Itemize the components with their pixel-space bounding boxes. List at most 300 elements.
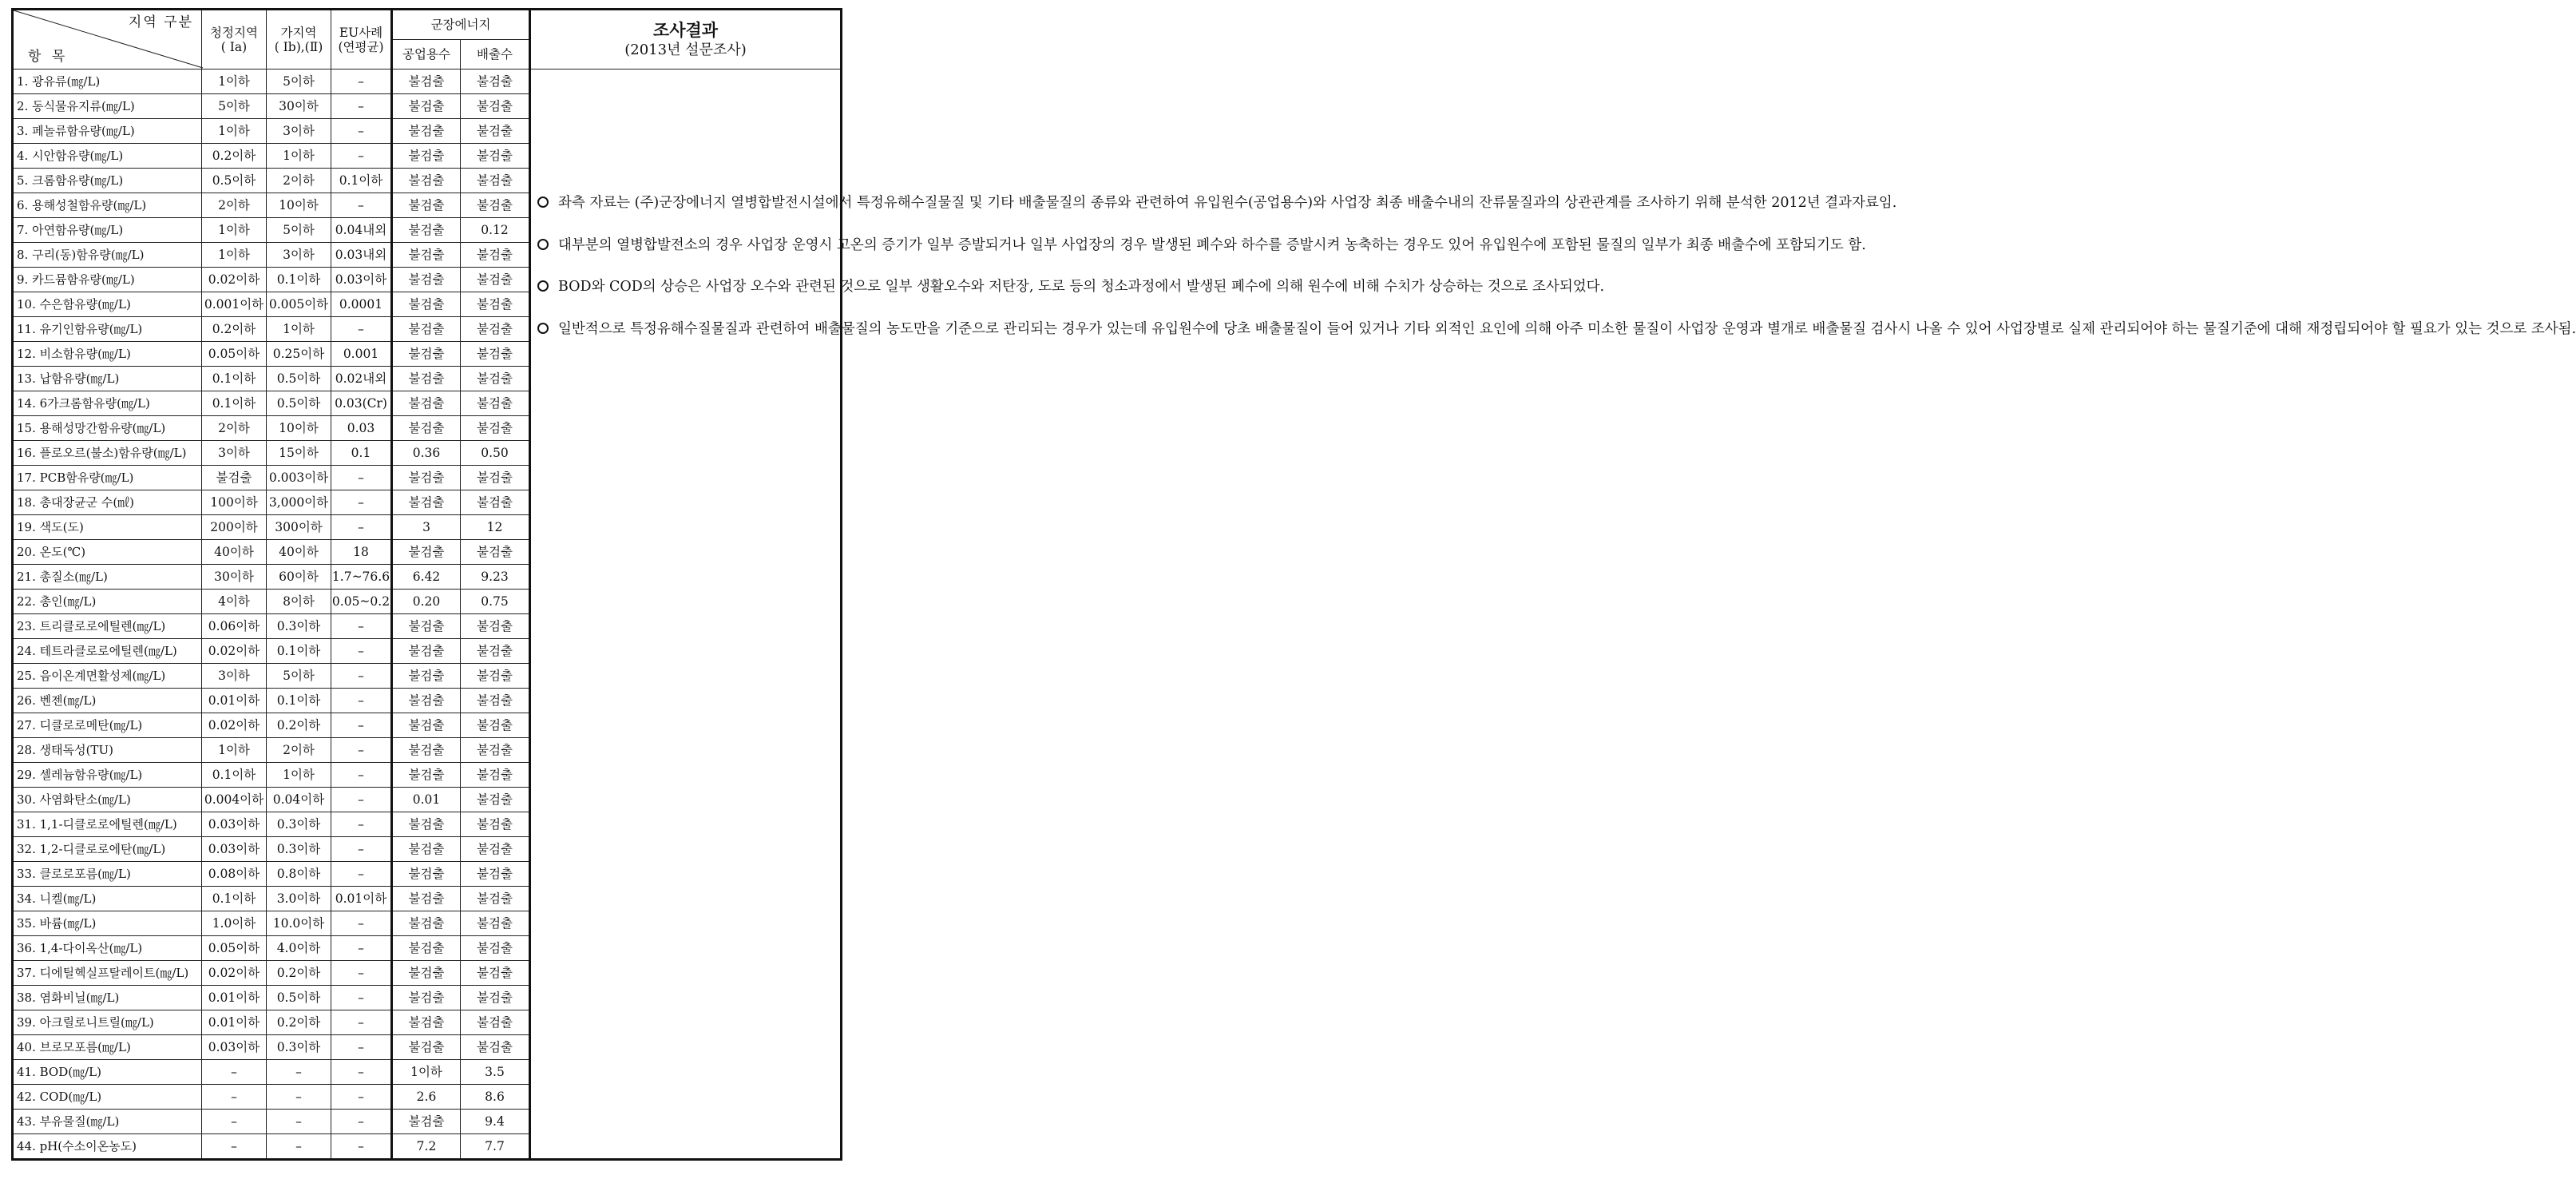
industrial-water-cell: 불검출 (392, 540, 461, 565)
industrial-water-cell: 불검출 (392, 94, 461, 119)
clean-region-cell: – (202, 1134, 267, 1160)
ga-region-cell: 0.25이하 (267, 342, 331, 367)
industrial-water-cell: 0.01 (392, 788, 461, 812)
ga-region-cell: – (267, 1060, 331, 1085)
discharge-water-cell: 불검출 (461, 763, 530, 788)
discharge-water-cell: 불검출 (461, 144, 530, 169)
item-name-cell: 34. 니켈(㎎/L) (13, 887, 202, 911)
header-eu-sub: (연평균) (338, 39, 384, 54)
clean-region-cell: 0.5이하 (202, 169, 267, 193)
ga-region-cell: 8이하 (267, 590, 331, 614)
eu-case-cell: 0.001 (331, 342, 392, 367)
result-bullet (537, 232, 1866, 260)
discharge-water-cell: 불검출 (461, 961, 530, 986)
discharge-water-cell: 불검출 (461, 689, 530, 713)
clean-region-cell: 1.0이하 (202, 911, 267, 936)
eu-case-cell: 18 (331, 540, 392, 565)
hollow-circle-bullet-icon (537, 323, 549, 334)
eu-case-cell: – (331, 664, 392, 689)
header-row-1 (13, 10, 842, 40)
item-name-cell: 29. 셀레늄함유량(㎎/L) (13, 763, 202, 788)
clean-region-cell: 0.02이하 (202, 713, 267, 738)
ga-region-cell: 40이하 (267, 540, 331, 565)
ga-region-cell: 10이하 (267, 193, 331, 218)
industrial-water-cell: 불검출 (392, 614, 461, 639)
ga-region-cell: 0.3이하 (267, 812, 331, 837)
item-name-cell: 19. 색도(도) (13, 515, 202, 540)
clean-region-cell: 0.2이하 (202, 144, 267, 169)
industrial-water-cell: 불검출 (392, 193, 461, 218)
discharge-water-cell: 9.23 (461, 565, 530, 590)
item-name-cell: 15. 용해성망간함유량(㎎/L) (13, 416, 202, 441)
document-page (11, 8, 2576, 1181)
industrial-water-cell: 불검출 (392, 639, 461, 664)
result-bullet-text: 대부분의 열병합발전소의 경우 사업장 운영시 고온의 증기가 일부 증발되거나 일부 사업장의 경우 발생된 폐수와 하수를 증발시켜 농축하는 경우도 있어 유입원수에 포함된 물질의 일부가 최종 배출수에 포함되기도 함. (558, 236, 1866, 253)
result-bullet-text: BOD와 COD의 상승은 사업장 오수와 관련된 것으로 일부 생활오수와 저탄장, 도로 등의 청소과정에서 발생된 폐수에 의해 원수에 비해 수치가 상승하는 것으로 조사되었다. (558, 279, 1605, 295)
discharge-water-cell: 불검출 (461, 243, 530, 268)
industrial-water-cell: 불검출 (392, 169, 461, 193)
ga-region-cell: 0.005이하 (267, 292, 331, 317)
ga-region-cell: 15이하 (267, 441, 331, 466)
industrial-water-cell: 불검출 (392, 763, 461, 788)
industrial-water-cell: 불검출 (392, 887, 461, 911)
eu-case-cell: – (331, 1010, 392, 1035)
item-name-cell: 32. 1,2-디클로로에탄(㎎/L) (13, 837, 202, 862)
clean-region-cell: 0.01이하 (202, 689, 267, 713)
discharge-water-cell: 불검출 (461, 342, 530, 367)
industrial-water-cell: 불검출 (392, 812, 461, 837)
ga-region-cell: – (267, 1110, 331, 1134)
discharge-water-cell: 0.50 (461, 441, 530, 466)
item-name-cell: 24. 테트라클로로에틸렌(㎎/L) (13, 639, 202, 664)
discharge-water-cell: 불검출 (461, 837, 530, 862)
eu-case-cell: – (331, 639, 392, 664)
eu-case-cell: – (331, 94, 392, 119)
item-name-cell: 9. 카드뮴함유량(㎎/L) (13, 268, 202, 292)
eu-case-cell: 0.1이하 (331, 169, 392, 193)
discharge-water-cell: 불검출 (461, 317, 530, 342)
ga-region-cell: 5이하 (267, 69, 331, 94)
eu-case-cell: – (331, 119, 392, 144)
water-quality-table (11, 8, 2576, 1161)
eu-case-cell: – (331, 788, 392, 812)
item-name-cell: 16. 플로오르(불소)함유량(㎎/L) (13, 441, 202, 466)
ga-region-cell: – (267, 1134, 331, 1160)
industrial-water-cell: 0.36 (392, 441, 461, 466)
industrial-water-cell: 불검출 (392, 1010, 461, 1035)
clean-region-cell: 0.05이하 (202, 342, 267, 367)
industrial-water-cell: 불검출 (392, 490, 461, 515)
discharge-water-cell: 불검출 (461, 713, 530, 738)
industrial-water-cell: 불검출 (392, 837, 461, 862)
eu-case-cell: 0.01이하 (331, 887, 392, 911)
eu-case-cell: – (331, 1035, 392, 1060)
item-name-cell: 31. 1,1-디클로로에틸렌(㎎/L) (13, 812, 202, 837)
discharge-water-cell: 불검출 (461, 193, 530, 218)
industrial-water-cell: 불검출 (392, 664, 461, 689)
industrial-water-cell: 불검출 (392, 961, 461, 986)
clean-region-cell: 200이하 (202, 515, 267, 540)
ga-region-cell: 4.0이하 (267, 936, 331, 961)
clean-region-cell: 0.02이하 (202, 268, 267, 292)
clean-region-cell: 4이하 (202, 590, 267, 614)
eu-case-cell: 0.03 (331, 416, 392, 441)
discharge-water-cell: 불검출 (461, 1035, 530, 1060)
eu-case-cell: 0.03(Cr) (331, 391, 392, 416)
industrial-water-cell: 불검출 (392, 218, 461, 243)
industrial-water-cell: 불검출 (392, 986, 461, 1010)
item-name-cell: 33. 클로로포름(㎎/L) (13, 862, 202, 887)
diagonal-header-cell (13, 10, 202, 69)
header-ga-sub: ( Ⅰb),(Ⅱ) (274, 39, 323, 54)
clean-region-cell: 3이하 (202, 441, 267, 466)
hollow-circle-bullet-icon (537, 197, 549, 208)
eu-case-cell: 1.7~76.6 (331, 565, 392, 590)
item-name-cell: 13. 납함유량(㎎/L) (13, 367, 202, 391)
eu-case-cell: – (331, 466, 392, 490)
result-bullet-text: 좌측 자료는 (주)군장에너지 열병합발전시설에서 특정유해수질물질 및 기타 배출물질의 종류와 관련하여 유입원수(공업용수)와 사업장 최종 배출수내의 잔류물질과의 상관관계를 조사하기 위해 분석한 2012년 결과자료임. (558, 195, 1897, 211)
eu-case-cell: – (331, 689, 392, 713)
ga-region-cell: 5이하 (267, 218, 331, 243)
ga-region-cell: 0.2이하 (267, 961, 331, 986)
eu-case-cell: 0.1 (331, 441, 392, 466)
item-name-cell: 37. 디에틸헥실프탈레이트(㎎/L) (13, 961, 202, 986)
clean-region-cell: 2이하 (202, 193, 267, 218)
industrial-water-cell: 불검출 (392, 119, 461, 144)
ga-region-cell: 0.5이하 (267, 367, 331, 391)
discharge-water-cell: 불검출 (461, 1010, 530, 1035)
eu-case-cell: – (331, 490, 392, 515)
item-name-cell: 43. 부유물질(㎎/L) (13, 1110, 202, 1134)
clean-region-cell: 0.004이하 (202, 788, 267, 812)
header-discharge: 배출수 (461, 40, 530, 69)
eu-case-cell: – (331, 144, 392, 169)
item-name-cell: 4. 시안함유량(㎎/L) (13, 144, 202, 169)
item-name-cell: 23. 트리클로로에틸렌(㎎/L) (13, 614, 202, 639)
discharge-water-cell: 불검출 (461, 490, 530, 515)
industrial-water-cell: 불검출 (392, 292, 461, 317)
result-bullet (537, 273, 1605, 301)
item-name-cell: 21. 총질소(㎎/L) (13, 565, 202, 590)
discharge-water-cell: 불검출 (461, 69, 530, 94)
ga-region-cell: 0.5이하 (267, 986, 331, 1010)
item-name-cell: 28. 생태독성(TU) (13, 738, 202, 763)
header-clean (202, 10, 267, 69)
discharge-water-cell: 9.4 (461, 1110, 530, 1134)
ga-region-cell: 0.2이하 (267, 713, 331, 738)
item-name-cell: 1. 광유류(㎎/L) (13, 69, 202, 94)
eu-case-cell: – (331, 936, 392, 961)
discharge-water-cell: 불검출 (461, 887, 530, 911)
eu-case-cell: 0.0001 (331, 292, 392, 317)
clean-region-cell: 30이하 (202, 565, 267, 590)
discharge-water-cell: 불검출 (461, 367, 530, 391)
industrial-water-cell: 불검출 (392, 936, 461, 961)
hollow-circle-bullet-icon (537, 239, 549, 250)
discharge-water-cell: 8.6 (461, 1085, 530, 1110)
ga-region-cell: 0.8이하 (267, 862, 331, 887)
ga-region-cell: 3이하 (267, 119, 331, 144)
eu-case-cell: – (331, 1110, 392, 1134)
region-label: 지역 구분 (128, 14, 193, 30)
discharge-water-cell: 불검출 (461, 738, 530, 763)
discharge-water-cell: 불검출 (461, 540, 530, 565)
industrial-water-cell: 불검출 (392, 911, 461, 936)
discharge-water-cell: 불검출 (461, 936, 530, 961)
eu-case-cell: – (331, 837, 392, 862)
item-label: 항 목 (28, 49, 69, 65)
item-name-cell: 20. 온도(℃) (13, 540, 202, 565)
eu-case-cell: – (331, 1134, 392, 1160)
header-eu (331, 10, 392, 69)
ga-region-cell: 0.3이하 (267, 1035, 331, 1060)
ga-region-cell: 0.003이하 (267, 466, 331, 490)
ga-region-cell: 300이하 (267, 515, 331, 540)
ga-region-cell: 0.5이하 (267, 391, 331, 416)
ga-region-cell: 0.1이하 (267, 689, 331, 713)
industrial-water-cell: 불검출 (392, 317, 461, 342)
discharge-water-cell: 7.7 (461, 1134, 530, 1160)
eu-case-cell: – (331, 515, 392, 540)
discharge-water-cell: 12 (461, 515, 530, 540)
discharge-water-cell: 불검출 (461, 119, 530, 144)
hollow-circle-bullet-icon (537, 280, 549, 292)
industrial-water-cell: 불검출 (392, 144, 461, 169)
item-name-cell: 39. 아크릴로니트릴(㎎/L) (13, 1010, 202, 1035)
item-name-cell: 42. COD(㎎/L) (13, 1085, 202, 1110)
ga-region-cell: 0.3이하 (267, 614, 331, 639)
item-name-cell: 5. 크롬함유량(㎎/L) (13, 169, 202, 193)
item-name-cell: 3. 페놀류함유량(㎎/L) (13, 119, 202, 144)
clean-region-cell: – (202, 1110, 267, 1134)
item-name-cell: 25. 음이온계면활성제(㎎/L) (13, 664, 202, 689)
ga-region-cell: 60이하 (267, 565, 331, 590)
discharge-water-cell: 불검출 (461, 169, 530, 193)
clean-region-cell: 0.06이하 (202, 614, 267, 639)
header-clean-title: 청정지역 (210, 25, 258, 40)
discharge-water-cell: 불검출 (461, 862, 530, 887)
ga-region-cell: – (267, 1085, 331, 1110)
discharge-water-cell: 불검출 (461, 614, 530, 639)
discharge-water-cell: 불검출 (461, 639, 530, 664)
ga-region-cell: 0.1이하 (267, 268, 331, 292)
clean-region-cell: 0.1이하 (202, 391, 267, 416)
eu-case-cell: – (331, 317, 392, 342)
item-name-cell: 40. 브로모포름(㎎/L) (13, 1035, 202, 1060)
ga-region-cell: 0.1이하 (267, 639, 331, 664)
eu-case-cell: – (331, 69, 392, 94)
eu-case-cell: 0.05~0.2 (331, 590, 392, 614)
eu-case-cell: – (331, 763, 392, 788)
clean-region-cell: 불검출 (202, 466, 267, 490)
ga-region-cell: 3이하 (267, 243, 331, 268)
ga-region-cell: 1이하 (267, 144, 331, 169)
item-name-cell: 35. 바륨(㎎/L) (13, 911, 202, 936)
item-name-cell: 30. 사염화탄소(㎎/L) (13, 788, 202, 812)
result-subtitle: (2013년 설문조사) (624, 41, 747, 58)
discharge-water-cell: 0.75 (461, 590, 530, 614)
industrial-water-cell: 불검출 (392, 738, 461, 763)
industrial-water-cell: 1이하 (392, 1060, 461, 1085)
discharge-water-cell: 불검출 (461, 911, 530, 936)
item-name-cell: 14. 6가크롬함유량(㎎/L) (13, 391, 202, 416)
clean-region-cell: 0.01이하 (202, 986, 267, 1010)
result-title: 조사결과 (652, 19, 719, 40)
eu-case-cell: – (331, 911, 392, 936)
discharge-water-cell: 불검출 (461, 391, 530, 416)
industrial-water-cell: 불검출 (392, 862, 461, 887)
result-bullet (537, 189, 1897, 217)
item-name-cell: 36. 1,4-다이옥산(㎎/L) (13, 936, 202, 961)
industrial-water-cell: 불검출 (392, 1035, 461, 1060)
clean-region-cell: 1이하 (202, 218, 267, 243)
item-name-cell: 11. 유기인함유량(㎎/L) (13, 317, 202, 342)
clean-region-cell: 0.08이하 (202, 862, 267, 887)
ga-region-cell: 0.3이하 (267, 837, 331, 862)
clean-region-cell: 0.01이하 (202, 1010, 267, 1035)
eu-case-cell: 0.04내외 (331, 218, 392, 243)
discharge-water-cell: 불검출 (461, 812, 530, 837)
ga-region-cell: 3,000이하 (267, 490, 331, 515)
clean-region-cell: 5이하 (202, 94, 267, 119)
discharge-water-cell: 0.12 (461, 218, 530, 243)
ga-region-cell: 1이하 (267, 763, 331, 788)
item-name-cell: 10. 수은함유량(㎎/L) (13, 292, 202, 317)
ga-region-cell: 10.0이하 (267, 911, 331, 936)
clean-region-cell: 1이하 (202, 119, 267, 144)
clean-region-cell: 0.001이하 (202, 292, 267, 317)
item-name-cell: 12. 비소함유량(㎎/L) (13, 342, 202, 367)
industrial-water-cell: 불검출 (392, 689, 461, 713)
clean-region-cell: 0.1이하 (202, 763, 267, 788)
industrial-water-cell: 불검출 (392, 69, 461, 94)
clean-region-cell: 0.03이하 (202, 837, 267, 862)
ga-region-cell: 0.2이하 (267, 1010, 331, 1035)
industrial-water-cell: 2.6 (392, 1085, 461, 1110)
industrial-water-cell: 불검출 (392, 367, 461, 391)
item-name-cell: 7. 아연함유량(㎎/L) (13, 218, 202, 243)
clean-region-cell: 0.03이하 (202, 1035, 267, 1060)
ga-region-cell: 30이하 (267, 94, 331, 119)
clean-region-cell: 1이하 (202, 243, 267, 268)
eu-case-cell: – (331, 862, 392, 887)
item-name-cell: 6. 용해성철함유량(㎎/L) (13, 193, 202, 218)
industrial-water-cell: 불검출 (392, 1110, 461, 1134)
ga-region-cell: 2이하 (267, 169, 331, 193)
eu-case-cell: – (331, 986, 392, 1010)
item-name-cell: 22. 총인(㎎/L) (13, 590, 202, 614)
header-ga-title: 가지역 (280, 25, 317, 40)
clean-region-cell: 0.03이하 (202, 812, 267, 837)
discharge-water-cell: 불검출 (461, 416, 530, 441)
eu-case-cell: – (331, 713, 392, 738)
ga-region-cell: 3.0이하 (267, 887, 331, 911)
header-gunjang: 군장에너지 (392, 10, 530, 40)
item-name-cell: 17. PCB함유량(㎎/L) (13, 466, 202, 490)
discharge-water-cell: 불검출 (461, 986, 530, 1010)
eu-case-cell: – (331, 812, 392, 837)
ga-region-cell: 1이하 (267, 317, 331, 342)
table-row (13, 69, 842, 94)
eu-case-cell: – (331, 1060, 392, 1085)
clean-region-cell: 40이하 (202, 540, 267, 565)
header-clean-sub: ( Ⅰa) (220, 39, 248, 54)
industrial-water-cell: 3 (392, 515, 461, 540)
ga-region-cell: 5이하 (267, 664, 331, 689)
industrial-water-cell: 불검출 (392, 466, 461, 490)
eu-case-cell: – (331, 738, 392, 763)
item-name-cell: 18. 총대장균군 수(㎖) (13, 490, 202, 515)
eu-case-cell: 0.03내외 (331, 243, 392, 268)
industrial-water-cell: 불검출 (392, 243, 461, 268)
industrial-water-cell: 7.2 (392, 1134, 461, 1160)
discharge-water-cell: 불검출 (461, 664, 530, 689)
industrial-water-cell: 불검출 (392, 391, 461, 416)
eu-case-cell: – (331, 193, 392, 218)
eu-case-cell: – (331, 1085, 392, 1110)
industrial-water-cell: 불검출 (392, 416, 461, 441)
item-name-cell: 44. pH(수소이온농도) (13, 1134, 202, 1160)
discharge-water-cell: 불검출 (461, 94, 530, 119)
survey-result-cell (530, 69, 2576, 1160)
clean-region-cell: 0.02이하 (202, 961, 267, 986)
clean-region-cell: 0.02이하 (202, 639, 267, 664)
item-name-cell: 2. 동식물유지류(㎎/L) (13, 94, 202, 119)
industrial-water-cell: 불검출 (392, 268, 461, 292)
eu-case-cell: 0.02내외 (331, 367, 392, 391)
discharge-water-cell: 3.5 (461, 1060, 530, 1085)
clean-region-cell: 3이하 (202, 664, 267, 689)
eu-case-cell: 0.03이하 (331, 268, 392, 292)
clean-region-cell: 0.1이하 (202, 887, 267, 911)
result-bullet (537, 316, 2576, 343)
clean-region-cell: 1이하 (202, 738, 267, 763)
item-name-cell: 41. BOD(㎎/L) (13, 1060, 202, 1085)
header-industrial: 공업용수 (392, 40, 461, 69)
discharge-water-cell: 불검출 (461, 788, 530, 812)
industrial-water-cell: 불검출 (392, 713, 461, 738)
eu-case-cell: – (331, 614, 392, 639)
industrial-water-cell: 6.42 (392, 565, 461, 590)
eu-case-cell: – (331, 961, 392, 986)
header-eu-title: EU사례 (339, 25, 383, 40)
item-name-cell: 38. 염화비닐(㎎/L) (13, 986, 202, 1010)
industrial-water-cell: 불검출 (392, 342, 461, 367)
clean-region-cell: – (202, 1060, 267, 1085)
ga-region-cell: 2이하 (267, 738, 331, 763)
discharge-water-cell: 불검출 (461, 268, 530, 292)
result-bullet-text: 일반적으로 특정유해수질물질과 관련하여 배출물질의 농도만을 기준으로 관리되는 경우가 있는데 유입원수에 당초 배출물질이 들어 있거나 기타 외적인 요인에 의해 아주 미소한 물질이 사업장 운영과 별개로 배출물질 검사시 나올 수 있어 사업장별로 실제 관리되어야 하는 물질기준에 대해 재정립되어야 할 필요가 있는 것으로 조사됨. (558, 320, 2576, 337)
discharge-water-cell: 불검출 (461, 466, 530, 490)
clean-region-cell: 0.2이하 (202, 317, 267, 342)
industrial-water-cell: 0.20 (392, 590, 461, 614)
item-name-cell: 8. 구리(동)함유량(㎎/L) (13, 243, 202, 268)
header-ga (267, 10, 331, 69)
clean-region-cell: 1이하 (202, 69, 267, 94)
clean-region-cell: – (202, 1085, 267, 1110)
clean-region-cell: 2이하 (202, 416, 267, 441)
discharge-water-cell: 불검출 (461, 292, 530, 317)
ga-region-cell: 10이하 (267, 416, 331, 441)
ga-region-cell: 0.04이하 (267, 788, 331, 812)
clean-region-cell: 100이하 (202, 490, 267, 515)
item-name-cell: 26. 벤젠(㎎/L) (13, 689, 202, 713)
header-result (530, 10, 842, 69)
clean-region-cell: 0.05이하 (202, 936, 267, 961)
result-bullet-list (531, 69, 2576, 343)
clean-region-cell: 0.1이하 (202, 367, 267, 391)
item-name-cell: 27. 디클로로메탄(㎎/L) (13, 713, 202, 738)
